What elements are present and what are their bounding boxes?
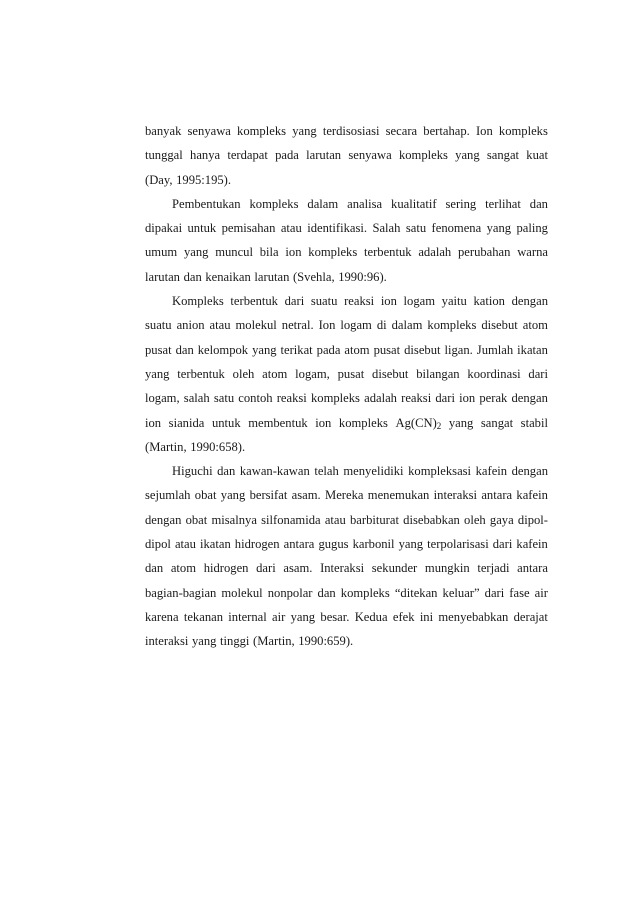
word: koordinasi [467, 366, 521, 381]
word: 1990:96). [338, 269, 387, 284]
word: (Svehla, [292, 269, 335, 284]
word: contoh [238, 391, 273, 406]
word: atau [209, 318, 231, 333]
word: suatu [145, 318, 172, 333]
text-line [145, 435, 548, 459]
text-line [145, 289, 548, 313]
word: kompleks [338, 415, 388, 430]
word: Jumlah [476, 342, 514, 357]
word: Pembentukan [172, 196, 241, 211]
word: asam. [283, 561, 313, 576]
word: banyak [145, 124, 182, 138]
word: analisa [347, 196, 383, 211]
word: terdapat [227, 148, 268, 163]
word: dari [492, 537, 513, 552]
word: umum [145, 245, 178, 260]
word: sekunder [371, 561, 418, 576]
word: kompleks [308, 245, 358, 260]
word: netral. [281, 318, 314, 333]
word: derajat [513, 609, 548, 624]
word: (Martin, [145, 439, 187, 454]
word: kompleks [340, 585, 390, 600]
word: dari [435, 391, 455, 406]
word: telah [314, 464, 339, 479]
word: di [376, 318, 387, 333]
word: suatu [310, 294, 338, 309]
word: oleh [232, 366, 255, 381]
word: $Ag(CN)_2$ [395, 415, 442, 431]
word: dan [317, 585, 336, 600]
text-line [145, 265, 548, 289]
word: karena [145, 609, 179, 624]
word: obat [194, 488, 217, 503]
word: dengan [511, 391, 548, 406]
word: molekul [221, 585, 263, 600]
word: hanya [190, 148, 221, 163]
word: interaksi [433, 488, 478, 503]
body-text [145, 119, 548, 654]
word: yaitu [441, 294, 467, 309]
word: senyawa [187, 124, 231, 138]
word: ion [315, 415, 332, 430]
word: dari [528, 366, 548, 381]
word: dengan [511, 464, 548, 479]
word: yang [220, 488, 246, 503]
word: sering [445, 196, 477, 211]
word: obat [185, 512, 208, 527]
word: pusat [337, 366, 365, 381]
word: bila [259, 245, 279, 260]
text-line [145, 508, 548, 532]
word: kompleksasi [408, 464, 472, 479]
word: dari [284, 294, 305, 309]
word: atom [344, 342, 370, 357]
text-line [145, 556, 548, 580]
word: internal [228, 609, 267, 624]
word: disebut [481, 318, 518, 333]
word: perubahan [457, 245, 511, 260]
word: pusat [373, 342, 401, 357]
word: keluar” [442, 585, 480, 600]
text-line [145, 313, 548, 337]
word: bagian-bagian [145, 585, 217, 600]
word: antara [283, 537, 315, 552]
word: menemukan [367, 488, 430, 503]
word: fase [509, 585, 530, 600]
word: senyawa [348, 148, 392, 163]
word: adalah [418, 245, 452, 260]
text-line [145, 216, 548, 240]
word: kafein [475, 464, 508, 479]
word: tunggal [145, 148, 183, 163]
word: terdisosiasi [322, 124, 380, 138]
word: dipakai [145, 221, 183, 236]
word: air [272, 609, 286, 624]
word: kuat [526, 148, 548, 163]
word: disebut [372, 366, 409, 381]
text-line [145, 411, 548, 435]
word: kompleks [249, 196, 299, 211]
word: dan [175, 342, 194, 357]
word: tinggi [220, 634, 250, 649]
word: dipol- [517, 512, 548, 527]
word: dipol [145, 537, 171, 552]
word: oleh [464, 512, 486, 527]
word: karbonil [352, 537, 395, 552]
word: kawan-kawan [239, 464, 310, 479]
text-line [145, 192, 548, 216]
word: yang [290, 609, 316, 624]
word: ion [459, 391, 476, 406]
word: yang [292, 124, 317, 138]
word: (Day, [145, 172, 173, 187]
word: logam, [295, 366, 330, 381]
word: logam [403, 294, 436, 309]
word: atau [324, 512, 346, 527]
word: air [534, 585, 548, 600]
word: Interaksi [320, 561, 365, 576]
word: kafein [516, 537, 548, 552]
word: atau [280, 221, 302, 236]
word: atom [262, 366, 288, 381]
word: terpolarisasi [427, 537, 489, 552]
text-line [145, 240, 548, 264]
word: dan [183, 269, 202, 284]
word: efek [392, 609, 415, 624]
text-line [145, 168, 548, 192]
word: kelompok [197, 342, 249, 357]
text-line [145, 483, 548, 507]
word: hidrogen [203, 561, 249, 576]
word: kompleks [310, 391, 360, 406]
word: 1990:659). [298, 634, 354, 649]
word: besar. [320, 609, 350, 624]
word: gaya [489, 512, 514, 527]
word: yang [252, 342, 277, 357]
text-line [145, 362, 548, 386]
word: muncul [215, 245, 253, 260]
word: Kedua [354, 609, 388, 624]
word: atau [174, 537, 196, 552]
word: ligan. [444, 342, 473, 357]
word: kualitatif [391, 196, 437, 211]
word: 1995:195). [176, 172, 232, 187]
word: warna [517, 245, 548, 260]
word: terbentuk [177, 366, 225, 381]
subscript: 2 [436, 420, 442, 431]
word: molekul [235, 318, 277, 333]
text-line [145, 581, 548, 605]
word: Kompleks [172, 294, 224, 309]
word: silfonamida [261, 512, 321, 527]
word: interaksi [145, 634, 189, 649]
word: ion [145, 415, 162, 430]
word: pada [275, 148, 299, 163]
word: asam. [291, 488, 321, 503]
word: bilangan [416, 366, 460, 381]
word: larutan [145, 269, 180, 284]
word: identifikasi. [307, 221, 368, 236]
word: terjadi [477, 561, 510, 576]
word: pemisahan [221, 221, 276, 236]
word: ion [380, 294, 397, 309]
word: “ditekan [394, 585, 438, 600]
word: sejumlah [145, 488, 191, 503]
word: bersifat [249, 488, 288, 503]
text-line [145, 532, 548, 556]
word: satu [213, 391, 235, 406]
word: stabil [520, 415, 548, 430]
text-line [145, 386, 548, 410]
word: yang [183, 245, 209, 260]
word: dalam [391, 318, 423, 333]
word: disebabkan [403, 512, 460, 527]
word: menyebabkan [438, 609, 509, 624]
word: sangat [486, 148, 520, 163]
word: antara [481, 488, 513, 503]
word: menyelidiki [343, 464, 404, 479]
word: secara [385, 124, 418, 138]
word: adalah [364, 391, 397, 406]
word: dari [256, 561, 276, 576]
text-line [145, 119, 548, 143]
text-line [145, 338, 548, 362]
word: kation [473, 294, 505, 309]
word: 1990:658). [190, 439, 246, 454]
word: kompleks [398, 148, 448, 163]
word: bertahap. [423, 124, 470, 138]
word: terbentuk [230, 294, 278, 309]
word: atom [522, 318, 548, 333]
word: dengan [145, 512, 182, 527]
word: ikatan [517, 342, 548, 357]
word: hidrogen [234, 537, 280, 552]
word: perak [479, 391, 508, 406]
word: pada [316, 342, 341, 357]
word: barbiturat [350, 512, 399, 527]
word: dari [484, 585, 505, 600]
word: kafein [516, 488, 548, 503]
word: Ion [318, 318, 336, 333]
word: satu [405, 221, 427, 236]
word: sianida [168, 415, 205, 430]
word: sangat [480, 415, 514, 430]
word: untuk [211, 415, 241, 430]
word: yang [455, 148, 480, 163]
word: mungkin [424, 561, 470, 576]
word: atom [170, 561, 197, 576]
word: larutan [254, 269, 290, 284]
word: dengan [511, 294, 548, 309]
word: untuk [187, 221, 217, 236]
word: disebut [404, 342, 441, 357]
word: Mereka [325, 488, 364, 503]
word: kenaikan [205, 269, 251, 284]
word: reaksi [276, 391, 307, 406]
word: dan [145, 561, 164, 576]
word: Ion [475, 124, 493, 138]
word: misalnya [211, 512, 257, 527]
word: antara [517, 561, 548, 576]
word: pusat [145, 342, 172, 357]
text-line [145, 629, 548, 653]
word: ion [285, 245, 302, 260]
word: terlihat [485, 196, 521, 211]
word: ikatan [199, 537, 231, 552]
word: dalam [307, 196, 339, 211]
word: (Martin, [253, 634, 295, 649]
word: dan [217, 464, 236, 479]
word: reaksi [344, 294, 375, 309]
word: kompleks [427, 318, 477, 333]
word: kompleks [237, 124, 287, 138]
word: Higuchi [172, 464, 213, 479]
text-line [145, 143, 548, 167]
word: fenomena [431, 221, 482, 236]
word: yang [145, 366, 170, 381]
word: kompleks [498, 124, 548, 138]
word: membentuk [248, 415, 308, 430]
word: terbentuk [364, 245, 412, 260]
word: larutan [306, 148, 342, 163]
word: Salah [372, 221, 401, 236]
word: logam [340, 318, 372, 333]
word: anion [176, 318, 205, 333]
word: yang [448, 415, 474, 430]
word: terikat [280, 342, 313, 357]
word: tekanan [183, 609, 224, 624]
text-line [145, 605, 548, 629]
word: yang [191, 634, 217, 649]
word: salah [183, 391, 210, 406]
word: yang [486, 221, 512, 236]
word: dan [529, 196, 548, 211]
word: reaksi [401, 391, 432, 406]
word: gugus [318, 537, 349, 552]
word: yang [398, 537, 424, 552]
word: paling [516, 221, 548, 236]
word: nonpolar [267, 585, 313, 600]
word: logam, [145, 391, 180, 406]
text-line [145, 459, 548, 483]
word: ini [419, 609, 434, 624]
